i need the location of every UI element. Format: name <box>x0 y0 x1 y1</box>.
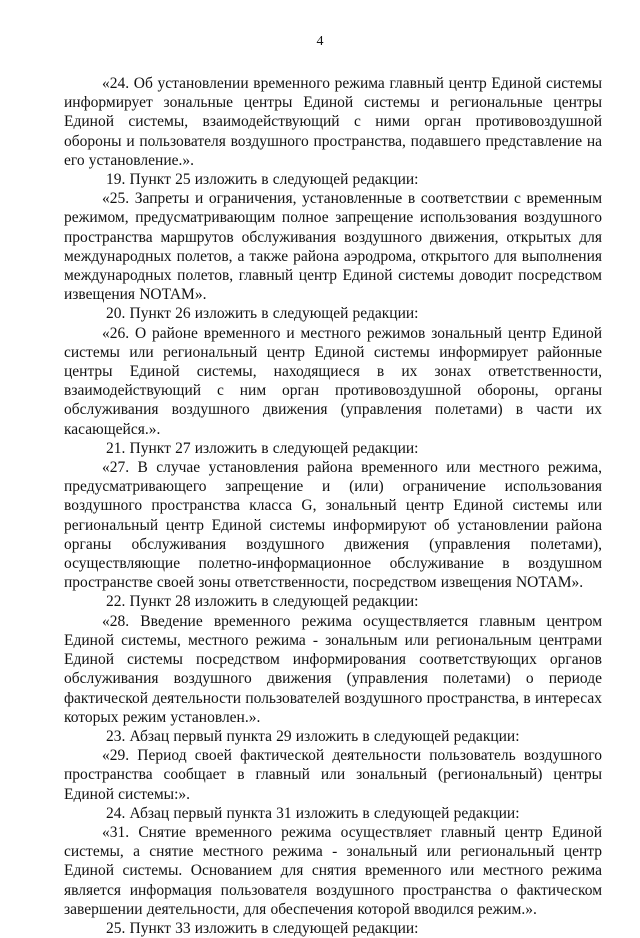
paragraph-quote-28: «28. Введение временного режима осуществляется главным центром Единой системы, местного режима - зональным или региональным центрами Единой системы посредством информирования соответствующих органов обслуживания воздушного движения (управления полетами) о периоде фактической деятельности пользователей воздушного пространства, в интересах которых режим установлен.». <box>64 612 602 726</box>
paragraph-quote-24: «24. Об установлении временного режима главный центр Единой системы информирует зональные центры Единой системы и региональные центры Единой системы, взаимодействующий с ними орган противовоздушной обороны и пользователя воздушного пространства, подавшего представление на его установление.». <box>64 75 602 169</box>
page-number: 4 <box>316 34 324 49</box>
paragraph-quote-25: «25. Запреты и ограничения, установленные в соответствии с временным режимом, предусматривающим полное запрещение использования воздушного пространства маршрутов обслуживания воздушного движения, открытых для международных полетов, а также района аэродрома, открытого для выполнения международных полетов, главный центр Единой системы доводит посредством извещения NOTAM». <box>64 190 602 304</box>
paragraph-quote-27: «27. В случае установления района временного или местного режима, предусматривающего запрещение и (или) ограничение использования воздушного пространства класса G, зональный центр Единой системы или региональный центр Единой системы информируют об установлении района органы обслуживания воздушного движения (управления полетами), осуществляющие полетно-информационное обслуживание в воздушном пространстве своей зоны ответственности, посредством извещения NOTAM». <box>64 459 602 592</box>
paragraph-quote-31: «31. Снятие временного режима осуществляет главный центр Единой системы, а снятие местного режима - зональный или региональный центр Единой системы. Основанием для снятия временного или местного режима является информация пользователя воздушного пространства о фактическом завершении деятельности, для обеспечения которой вводился режим.». <box>64 823 602 918</box>
paragraph-item-25: 25. Пункт 33 изложить в следующей редакции: <box>106 919 419 937</box>
paragraph-item-19: 19. Пункт 25 изложить в следующей редакции: <box>106 171 419 189</box>
paragraph-item-23: 23. Абзац первый пункта 29 изложить в следующей редакции: <box>106 727 520 745</box>
paragraph-item-24: 24. Абзац первый пункта 31 изложить в следующей редакции: <box>106 804 520 822</box>
paragraph-quote-29: «29. Период своей фактической деятельности пользователь воздушного пространства сообщает в главный или зональный (региональный) центры Единой системы:». <box>64 747 602 803</box>
document-body <box>64 74 602 938</box>
paragraph-item-22: 22. Пункт 28 изложить в следующей редакции: <box>106 593 419 611</box>
paragraph-item-21: 21. Пункт 27 изложить в следующей редакции: <box>106 439 419 457</box>
paragraph-item-20: 20. Пункт 26 изложить в следующей редакции: <box>106 305 419 323</box>
paragraph-quote-26: «26. О районе временного и местного режимов зональный центр Единой системы или региональный центр Единой системы информирует районные центры Единой системы, находящиеся в их зонах ответственности, взаимодействующий с ним орган противовоздушной обороны, органы обслуживания воздушного движения (управления полетами) в части их касающейся.». <box>64 324 602 438</box>
